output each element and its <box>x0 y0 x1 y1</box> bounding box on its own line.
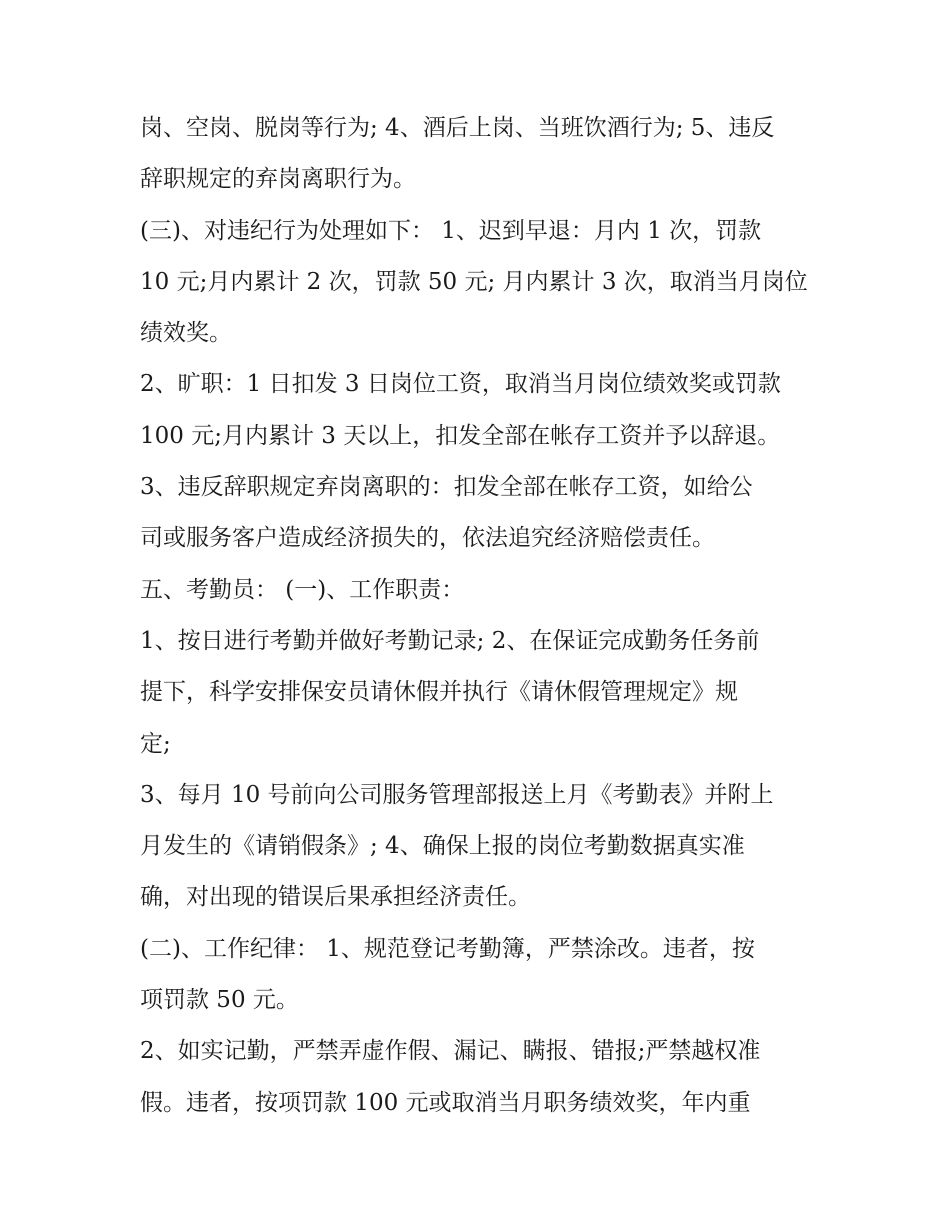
section-heading: 五、考勤员： (一)、工作职责： <box>140 576 465 603</box>
text-line: 定; <box>140 730 171 757</box>
text-line: 10 元;月内累计 2 次，罚款 50 元; 月内累计 3 次，取消当月岗位 <box>140 268 808 295</box>
text-line: 100 元;月内累计 3 天以上，扣发全部在帐存工资并予以辞退。 <box>140 422 781 449</box>
text-line: 确，对出现的错误后果承担经济责任。 <box>140 884 531 911</box>
text-line: 月发生的《请销假条》; 4、确保上报的岗位考勤数据真实准 <box>140 833 745 860</box>
text-line: (二)、工作纪律： 1、规范登记考勤簿，严禁涂改。违者，按 <box>140 935 755 962</box>
document-body <box>140 103 820 1129</box>
text-line: 1、按日进行考勤并做好考勤记录; 2、在保证完成勤务任务前 <box>140 627 760 654</box>
text-line: 辞职规定的弃岗离职行为。 <box>140 166 416 193</box>
text-line: 3、每月 10 号前向公司服务管理部报送上月《考勤表》并附上 <box>140 781 774 808</box>
text-line: 岗、空岗、脱岗等行为; 4、酒后上岗、当班饮酒行为; 5、违反 <box>140 115 775 141</box>
text-line: (三)、对违纪行为处理如下： 1、迟到早退：月内 1 次，罚款 <box>140 217 762 244</box>
text-line: 司或服务客户造成经济损失的，依法追究经济赔偿责任。 <box>140 525 715 552</box>
text-line: 提下，科学安排保安员请休假并执行《请休假管理规定》规 <box>140 679 738 706</box>
text-line: 项罚款 50 元。 <box>140 987 299 1014</box>
text-line: 假。违者，按项罚款 100 元或取消当月职务绩效奖，年内重 <box>140 1089 751 1116</box>
text-line: 2、如实记勤，严禁弄虚作假、漏记、瞒报、错报;严禁越权准 <box>140 1038 761 1065</box>
text-line: 2、旷职：1 日扣发 3 日岗位工资，取消当月岗位绩效奖或罚款 <box>140 371 781 398</box>
text-line: 3、违反辞职规定弃岗离职的：扣发全部在帐存工资，如给公 <box>140 474 753 501</box>
text-line: 绩效奖。 <box>140 320 232 347</box>
